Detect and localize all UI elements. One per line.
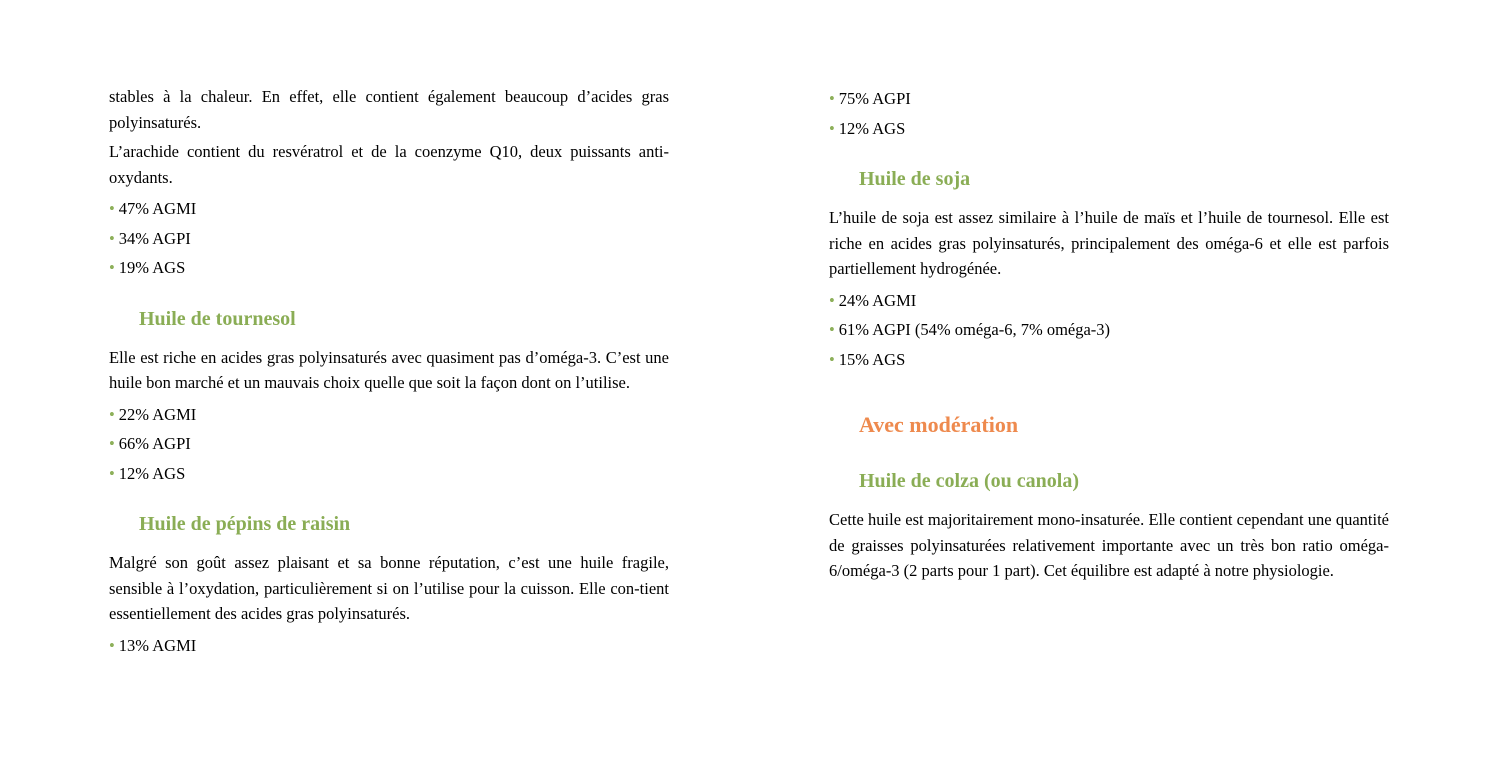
bullet-icon: • (829, 118, 835, 138)
tournesol-paragraph: Elle est riche en acides gras polyinsaturés avec quasiment pas d’oméga-3. C’est une huile bon marché et un mauvais choix quelle que soit la façon dont on l’utilise. (109, 347, 669, 392)
list-item: • 24% AGMI (829, 290, 917, 310)
bullet-icon: • (829, 290, 835, 310)
list-item: • 12% AGS (829, 118, 906, 138)
heading-colza: Huile de colza (ou canola) (859, 470, 1079, 492)
bullet-icon: • (109, 199, 115, 218)
bullet-icon: • (109, 635, 115, 655)
list-item: • 22% AGMI (109, 404, 197, 424)
bullet-icon: • (829, 320, 835, 339)
right-column (829, 84, 1389, 588)
left-column (109, 84, 669, 660)
bullet-icon: • (109, 434, 115, 453)
tournesol-stats-list (109, 400, 669, 489)
list-item: • 15% AGS (829, 349, 906, 369)
intro-paragraph-1: stables à la chaleur. En effet, elle contient également beaucoup d’acides gras polyinsaturés. (109, 87, 669, 132)
list-item: • 75% AGPI (829, 89, 911, 108)
colza-paragraph: Cette huile est majoritairement mono-insaturée. Elle contient cependant une quantité de graisses polyinsaturées relativement importante avec un très bon ratio oméga-6/oméga-3 (2 parts pour 1 part). Cet équilibre est adapté à notre physiologie. (829, 510, 1389, 580)
list-item: • 19% AGS (109, 258, 186, 277)
list-item: • 34% AGPI (109, 228, 191, 248)
raisin-paragraph: Malgré son goût assez plaisant et sa bonne réputation, c’est une huile fragile, sensible à l’oxydation, particulièrement si on l’utilise pour la cuisson. Elle con-tient essentiellement des acides gras polyinsaturés. (109, 553, 669, 623)
intro-paragraph-2: L’arachide contient du resvératrol et de la coenzyme Q10, deux puissants anti-oxydants. (109, 142, 669, 187)
list-item: • 13% AGMI (109, 635, 197, 655)
bullet-icon: • (109, 463, 115, 483)
list-item: • 66% AGPI (109, 434, 191, 453)
bullet-icon: • (109, 228, 115, 248)
bullet-icon: • (829, 349, 835, 369)
list-item: • 47% AGMI (109, 199, 197, 218)
heading-pepins-raisin: Huile de pépins de raisin (139, 513, 351, 535)
heading-tournesol: Huile de tournesol (139, 307, 296, 330)
section-title-moderation: Avec modération (859, 412, 1019, 437)
bullet-icon: • (109, 404, 115, 424)
list-item: • 12% AGS (109, 463, 186, 483)
soja-stats-list (829, 286, 1389, 375)
top-stats-list (829, 84, 1389, 143)
intro-stats-list (109, 194, 669, 283)
list-item: • 61% AGPI (54% oméga-6, 7% oméga-3) (829, 320, 1111, 339)
heading-soja: Huile de soja (859, 168, 971, 190)
soja-paragraph: L’huile de soja est assez similaire à l’huile de maïs et l’huile de tournesol. Elle est riche en acides gras polyinsaturés, principalement des oméga-6 et elle est parfois partiellement hydrogénée. (829, 208, 1389, 278)
raisin-stats-list (109, 631, 669, 661)
bullet-icon: • (109, 258, 115, 277)
bullet-icon: • (829, 89, 835, 108)
